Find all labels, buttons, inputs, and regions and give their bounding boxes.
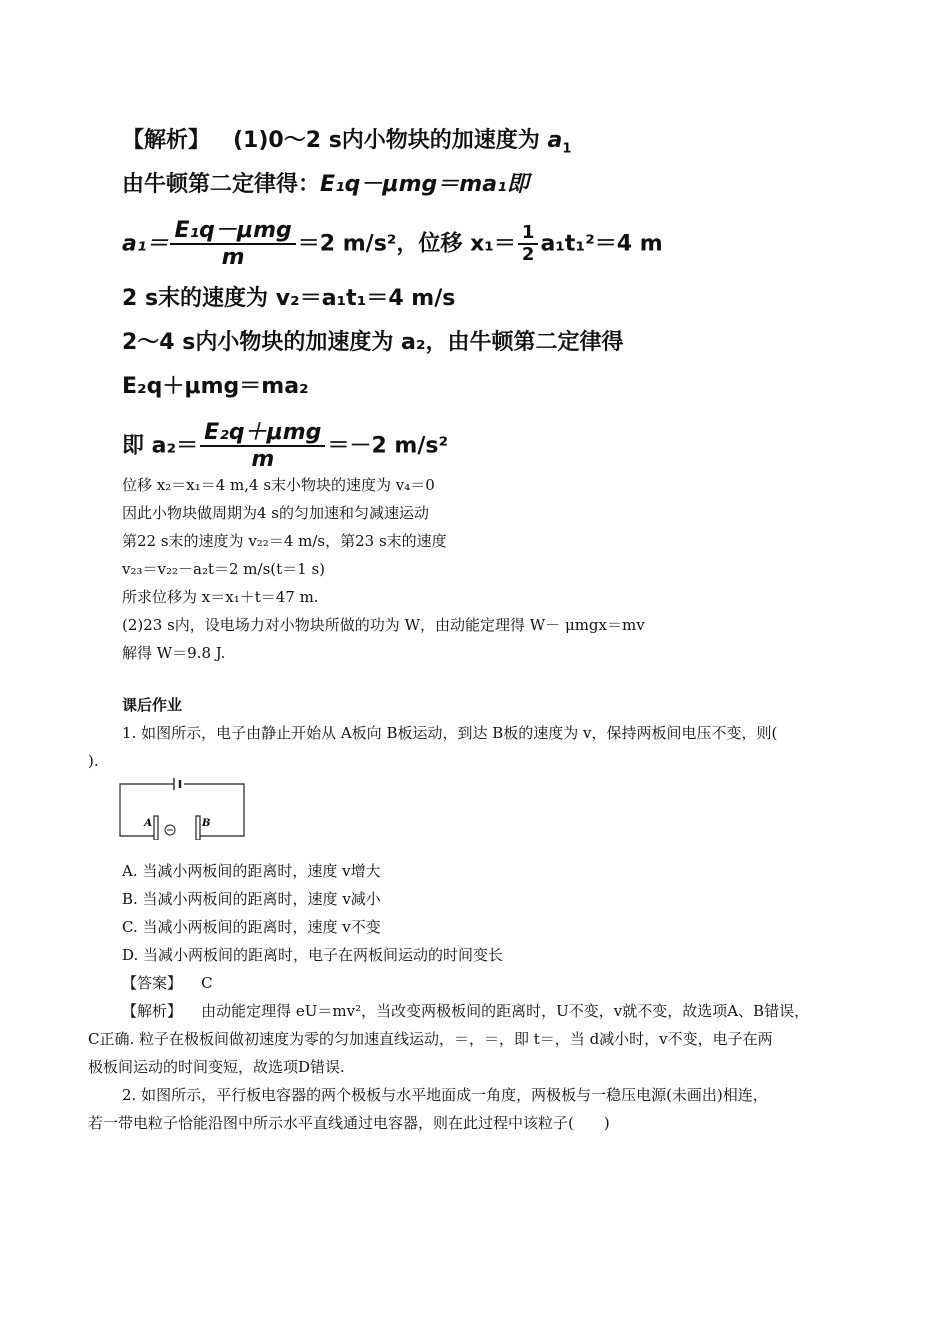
analysis-line-5: 2～4 s内小物块的加速度为 a₂，由牛顿第二定律得 <box>122 330 624 355</box>
analysis-line-4: 2 s末的速度为 v₂＝a₁t₁＝4 m/s <box>122 286 456 311</box>
analysis-var-a-sub: 1 <box>562 141 572 157</box>
analysis-line-3 <box>122 218 663 271</box>
analysis-line-2 <box>122 172 529 198</box>
diagram-label-b: B <box>202 818 211 829</box>
answer-label: 【答案】 <box>122 974 183 992</box>
analysis-line-7 <box>122 420 448 473</box>
explain-line-3: 极板间运动的时间变短，故选项D错误. <box>88 1058 345 1076</box>
analysis-text-2-eq: E₁q－μmg＝ma₁即 <box>320 172 529 197</box>
homework-title: 课后作业 <box>122 696 183 714</box>
analysis-text-7-pre: 即 a₂＝ <box>122 433 199 459</box>
fraction-a1-den: m <box>221 245 245 271</box>
answer-value: C <box>201 974 213 992</box>
body-line-7: 解得 W＝9.8 J. <box>122 644 226 662</box>
question-1-line-2: ). <box>88 752 99 770</box>
explain-text-1: 由动能定理得 eU＝mv²，当改变两极板间的距离时，U不变，v就不变，故选项A、B错误， <box>201 1002 810 1020</box>
body-line-1: 位移 x₂＝x₁＝4 m,4 s末小物块的速度为 v₄＝0 <box>122 476 435 494</box>
fraction-a2 <box>200 420 325 473</box>
fraction-half-num: 1 <box>518 223 539 246</box>
analysis-var-a: a <box>547 128 563 153</box>
explain-label: 【解析】 <box>122 1002 183 1020</box>
fraction-a2-den: m <box>251 447 275 473</box>
body-line-3: 第22 s末的速度为 v₂₂＝4 m/s，第23 s末的速度 <box>122 532 447 550</box>
analysis-text-7-tail: ＝－2 m/s² <box>327 433 449 459</box>
capacitor-circuit-diagram <box>118 778 248 840</box>
option-c: C. 当减小两板间的距离时，速度 v不变 <box>122 918 381 936</box>
explain-line-1 <box>122 1002 809 1022</box>
fraction-a1-num: E₁q－μmg <box>170 218 295 245</box>
analysis-text-2-pre: 由牛顿第二定律得： <box>122 172 321 197</box>
question-2-line-1: 2. 如图所示，平行板电容器的两个极板与水平地面成一角度，两极板与一稳压电源(未画出)相连， <box>122 1086 768 1104</box>
analysis-line-6: E₂q＋μmg＝ma₂ <box>122 374 309 399</box>
question-2-line-2: 若一带电粒子恰能沿图中所示水平直线通过电容器，则在此过程中该粒子( ) <box>88 1114 610 1132</box>
body-line-5: 所求位移为 x＝x₁＋t＝47 m. <box>122 588 319 606</box>
fraction-a1 <box>170 218 295 271</box>
body-line-6: (2)23 s内，设电场力对小物块所做的功为 W，由动能定理得 W－ μmgx＝mv <box>122 616 645 634</box>
option-b: B. 当减小两板间的距离时，速度 v减小 <box>122 890 381 908</box>
fraction-a2-num: E₂q＋μmg <box>200 420 325 447</box>
body-line-4: v₂₃＝v₂₂－a₂t＝2 m/s(t＝1 s) <box>122 560 326 578</box>
explain-line-2: C正确. 粒子在极板间做初速度为零的匀加速直线运动，＝，＝，即 t＝，当 d减小时，v不变，电子在两 <box>88 1030 773 1048</box>
analysis-label: 【解析】 <box>122 128 211 153</box>
analysis-text-3-tail: a₁t₁²＝4 m <box>540 231 663 257</box>
analysis-a1-lhs: a₁＝ <box>122 231 169 257</box>
analysis-text-1: (1)0～2 s内小物块的加速度为 <box>233 128 540 153</box>
question-1-line-1: 1. 如图所示，电子由静止开始从 A板向 B板运动，到达 B板的速度为 v，保持两板间电压不变，则( <box>122 724 778 742</box>
analysis-text-3-rest: ＝2 m/s²，位移 x₁＝ <box>297 231 516 257</box>
answer-line <box>122 974 213 994</box>
diagram-label-a: A <box>144 818 152 829</box>
body-line-2: 因此小物块做周期为4 s的匀加速和匀减速运动 <box>122 504 430 522</box>
analysis-line-1 <box>122 128 571 157</box>
fraction-half-den: 2 <box>521 244 535 266</box>
fraction-half <box>518 223 539 266</box>
option-a: A. 当减小两板间的距离时，速度 v增大 <box>122 862 381 880</box>
option-d: D. 当减小两板间的距离时，电子在两板间运动的时间变长 <box>122 946 504 964</box>
